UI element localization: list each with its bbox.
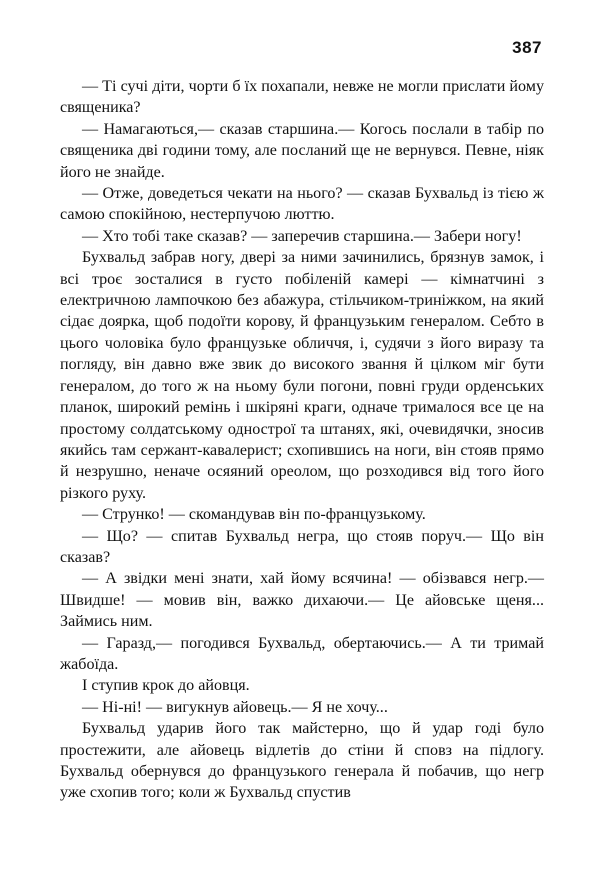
paragraph: Бухвальд забрав ногу, двері за ними зачинились, брязнув замок, і всі троє зосталися в густо побіленій камері — кімнатчині з електричною лампочкою без абажура, стільчиком-триніжком, на який сідає доярка, щоб подоїти корову, й французьким генералом. Себто в цього чоловіка було французьке обличчя, і, судячи з його виразу та погляду, він давно вже звик до високого звання й цілком міг бути генералом, до того ж на ньому були погони, повні груди орденських планок, широкий ремінь і шкіряні краги, одначе трималося все це на простому солдатському однострої та штанях, які, очевидячки, зносив якийсь там сержант-кавалерист; схопившись на ноги, він стояв прямо й незрушно, неначе осяяний ореолом, що розходився від того його різкого руху. bbox=[60, 249, 544, 502]
paragraph: — Гаразд,— погодився Бухвальд, обертаючись.— А ти тримай жабоїда. bbox=[60, 634, 544, 673]
paragraph: — Струнко! — скомандував він по-французькому. bbox=[82, 506, 426, 524]
paragraph: — Ні-ні! — вигукнув айовець.— Я не хочу... bbox=[82, 698, 388, 716]
paragraph: — Хто тобі таке сказав? — заперечив старшина.— Забери ногу! bbox=[82, 227, 522, 245]
paragraph: І ступив крок до айовця. bbox=[82, 677, 250, 695]
paragraph: — Що? — спитав Бухвальд негра, що стояв поруч.— Що він сказав? bbox=[60, 527, 544, 566]
body-text bbox=[60, 76, 544, 804]
paragraph: — Отже, доведеться чекати на нього? — сказав Бухвальд із тією ж самою спокійною, нестерпучою люттю. bbox=[60, 185, 544, 224]
page-number: 387 bbox=[512, 38, 542, 57]
paragraph: Бухвальд ударив його так майстерно, що й удар годі було простежити, але айовець відлетів до стіни й сповз на підлогу. Бухвальд обернувся до французького генерала й побачив, що негр уже схопив того; коли ж Бухвальд спустив bbox=[60, 720, 544, 802]
paragraph: — Ті сучі діти, чорти б їх похапали, невже не могли прислати йому священика? bbox=[60, 78, 544, 117]
paragraph: — А звідки мені знати, хай йому всячина! — обізвався негр.— Швидше! — мовив він, важко дихаючи.— Це айовське щеня... Займись ним. bbox=[60, 570, 544, 631]
paragraph: — Намагаються,— сказав старшина.— Когось послали в табір по священика дві години тому, але посланий ще не вернувся. Певне, ніяк його не знайде. bbox=[60, 120, 544, 181]
